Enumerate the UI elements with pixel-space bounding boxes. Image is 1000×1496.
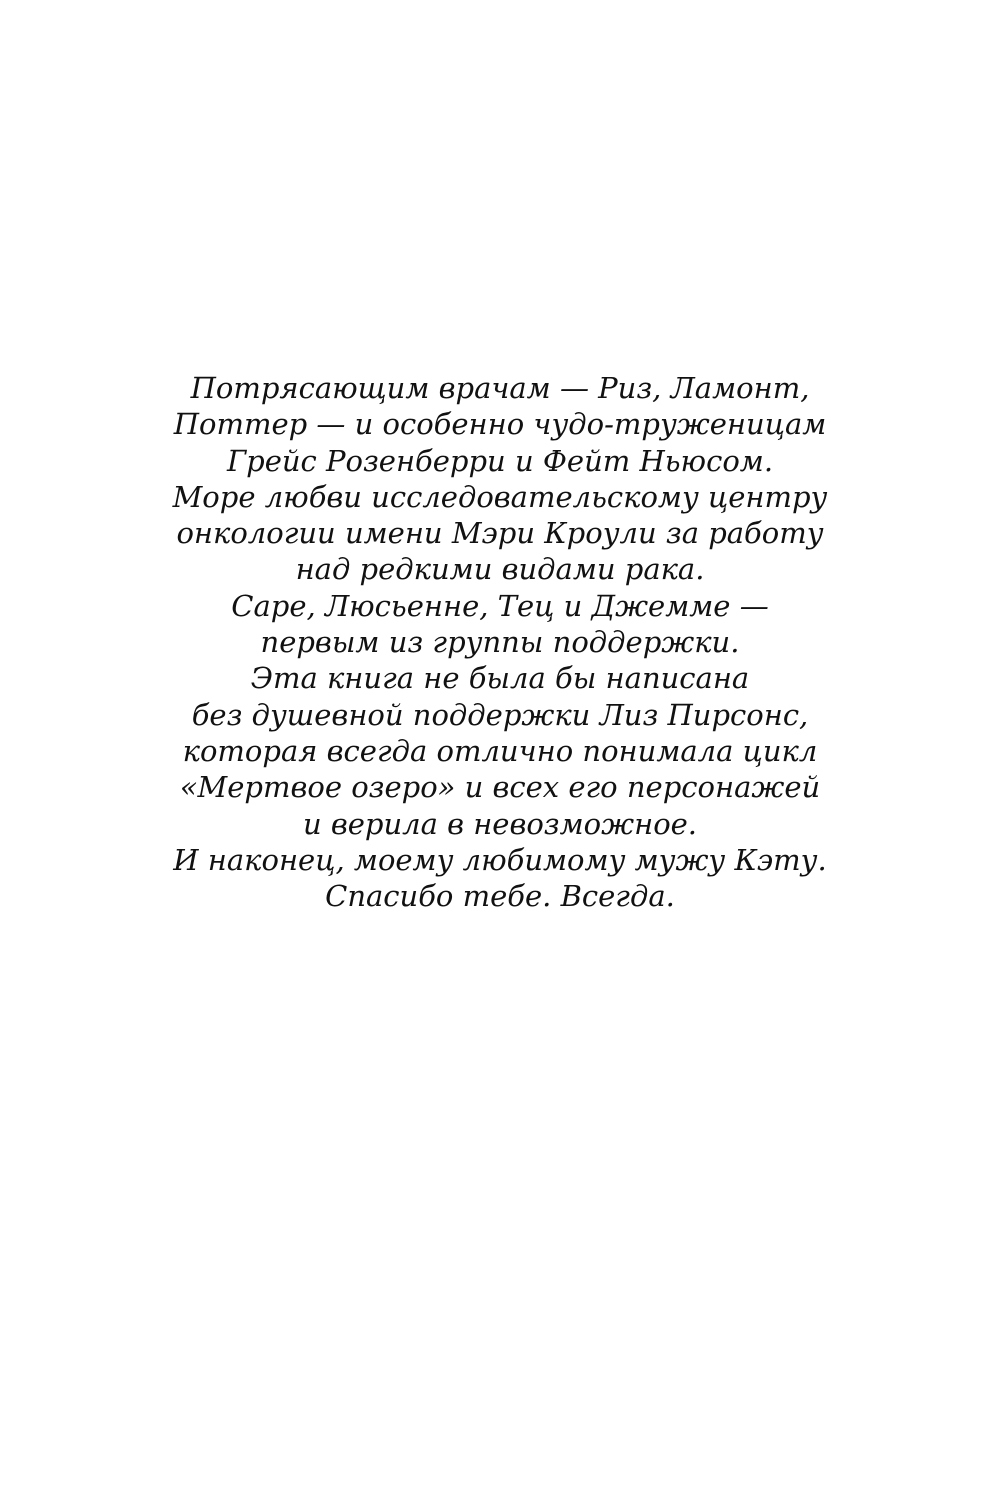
dedication-line: без душевной поддержки Лиз Пирсонс,: [191, 697, 809, 732]
dedication-line: Море любви исследовательскому центру: [172, 479, 828, 514]
dedication-line: Грейс Розенберри и Фейт Ньюсом.: [226, 443, 774, 478]
dedication-line: Спасибо тебе. Всегда.: [325, 879, 675, 914]
dedication-line: «Мертвое озеро» и всех его персонажей: [179, 770, 821, 805]
dedication-line: которая всегда отлично понимала цикл: [182, 733, 818, 768]
dedication-line: Потрясающим врачам — Риз, Ламонт,: [190, 371, 810, 405]
dedication-text: [0, 370, 1000, 914]
dedication-line: и верила в невозможное.: [302, 806, 698, 841]
dedication-line: И наконец, моему любимому мужу Кэту.: [173, 842, 827, 877]
dedication-line: онкологии имени Мэри Кроули за работу: [176, 516, 824, 551]
dedication-line: Саре, Люсьенне, Тец и Джемме —: [231, 588, 769, 623]
dedication-line: Поттер — и особенно чудо-труженицам: [173, 407, 827, 442]
dedication-line: первым из группы поддержки.: [260, 625, 740, 660]
dedication-line: над редкими видами рака.: [295, 552, 705, 587]
dedication-line: Эта книга не была бы написана: [250, 661, 750, 696]
